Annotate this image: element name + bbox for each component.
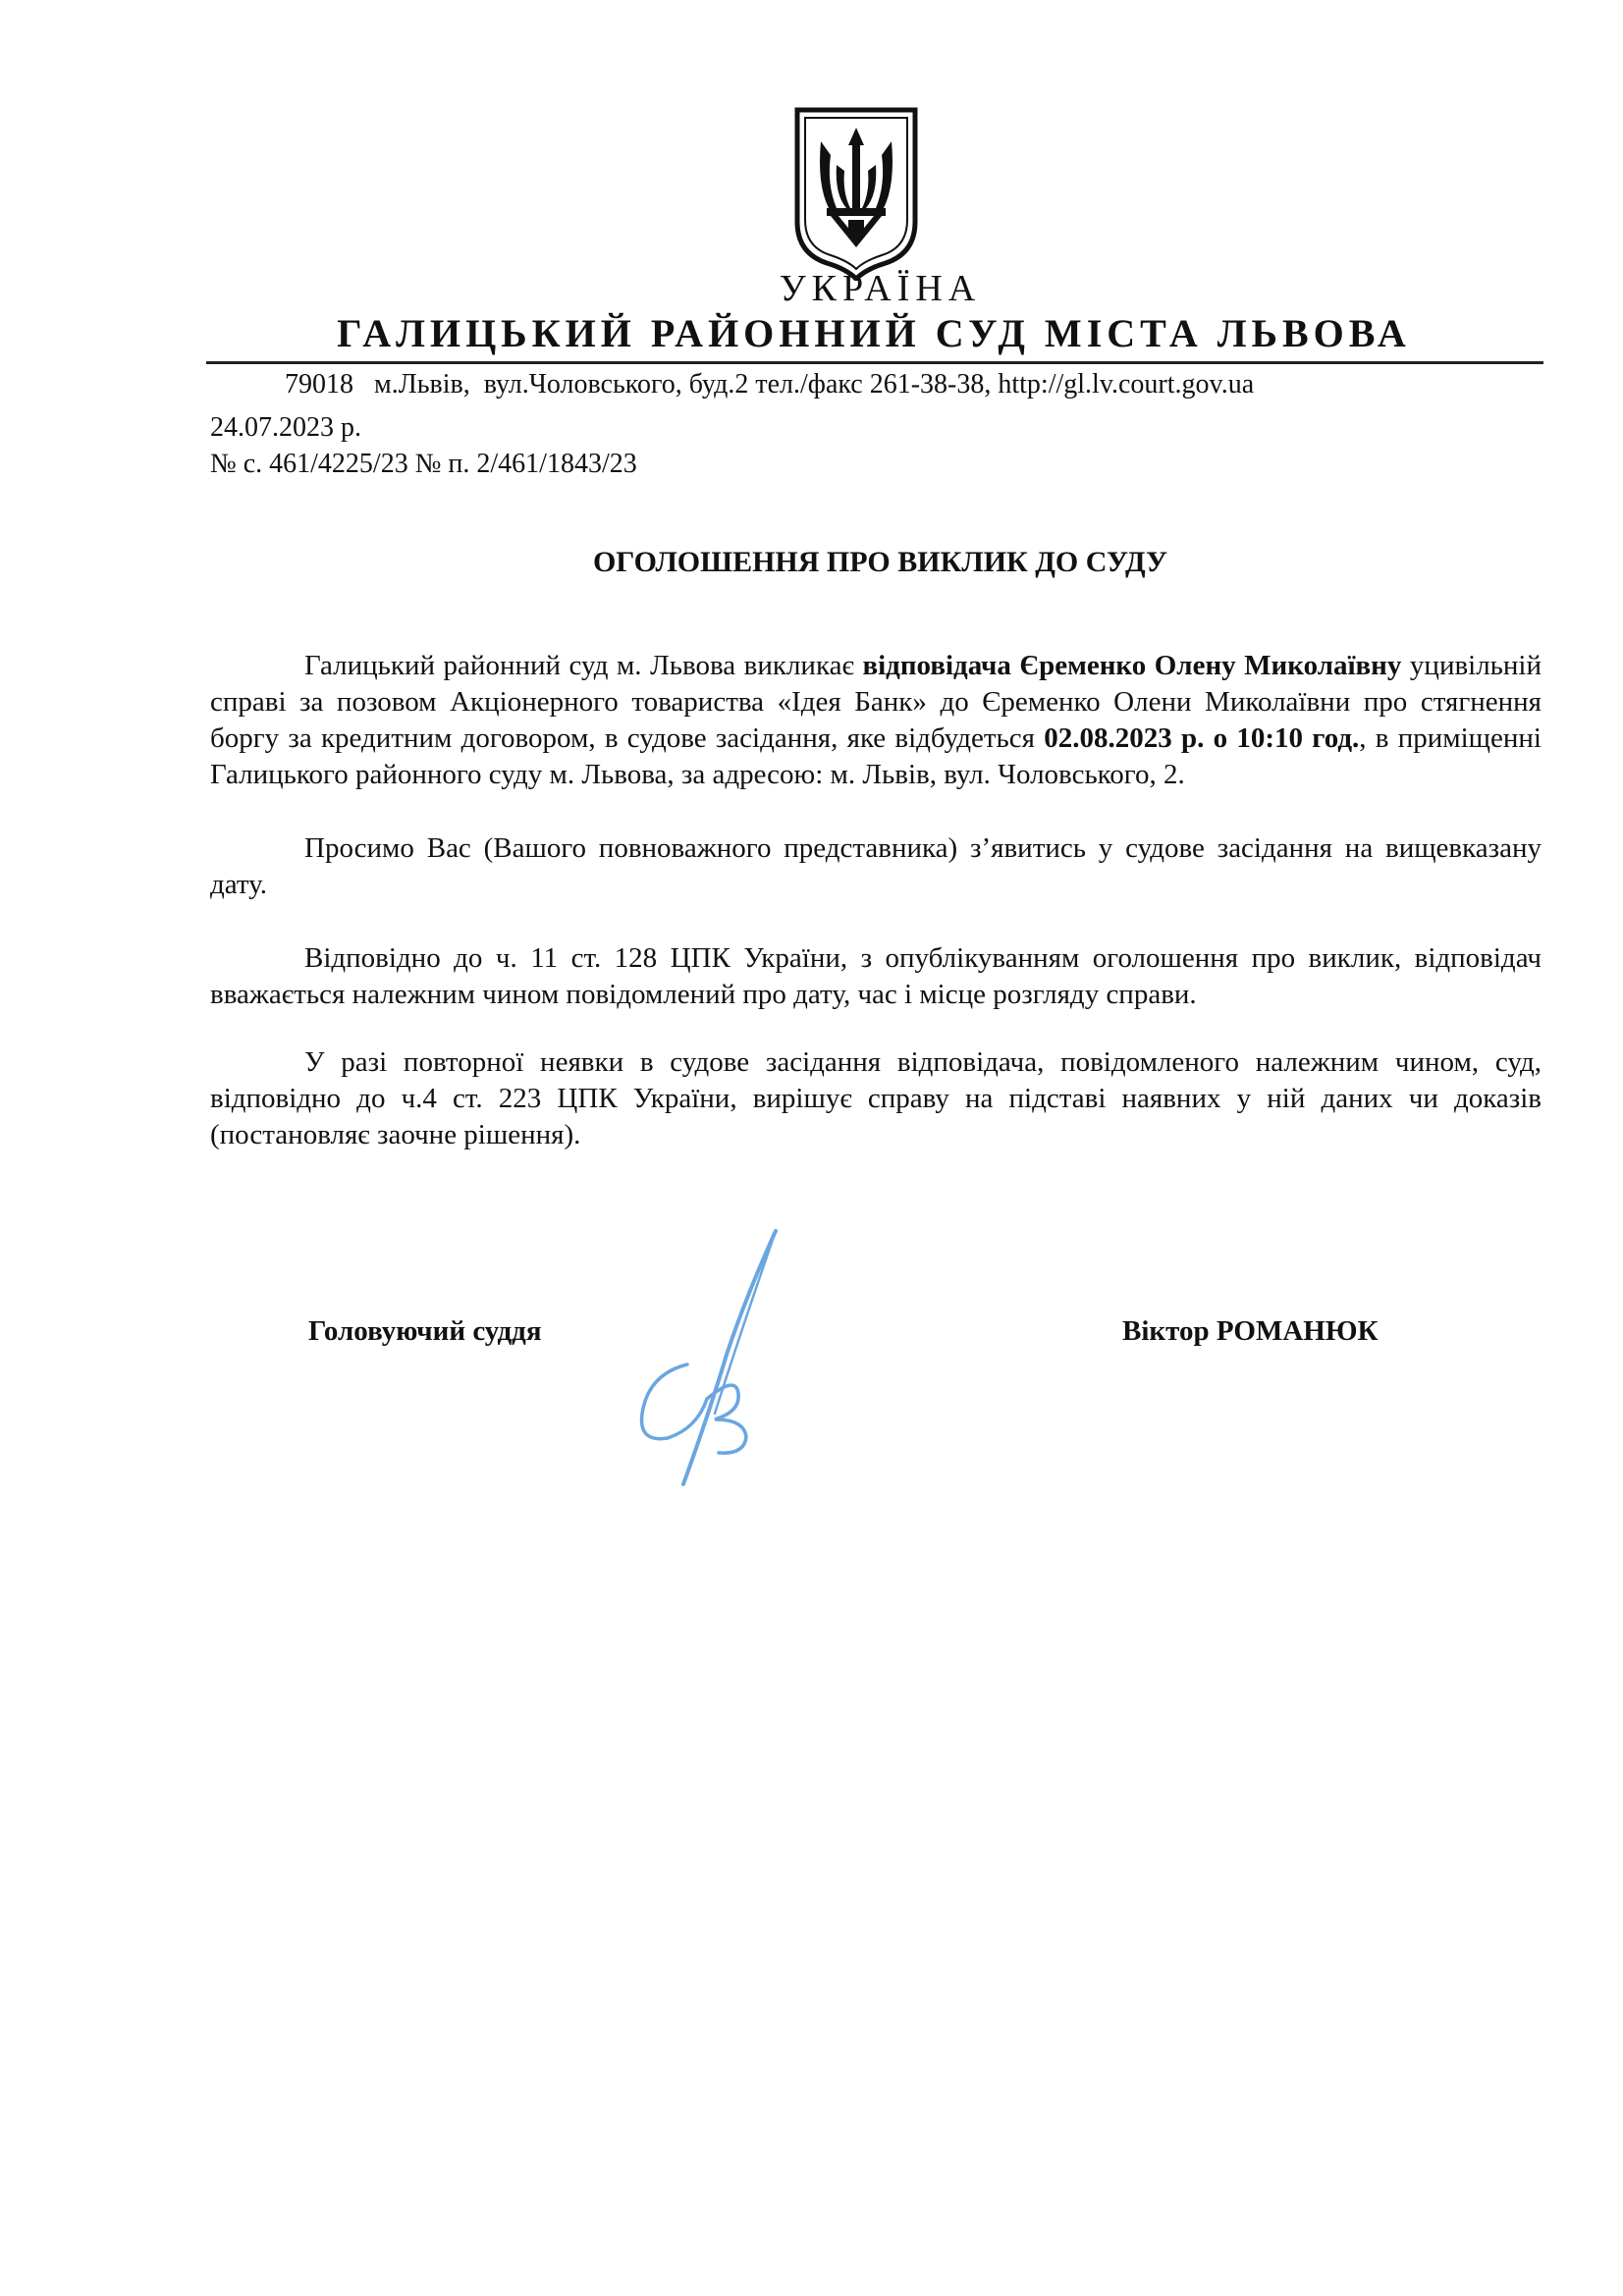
- document-date: 24.07.2023 р.: [210, 412, 361, 443]
- case-numbers: № с. 461/4225/23 № п. 2/461/1843/23: [210, 449, 637, 479]
- document-title: ОГОЛОШЕННЯ ПРО ВИКЛИК ДО СУДУ: [592, 546, 1168, 578]
- paragraph-request-text: Просимо Вас (Вашого повноважного представника) з’явитись у судове засідання на вищевказану дату.: [210, 832, 1542, 900]
- hearing-datetime: 02.08.2023 р. о 10:10 год.: [1044, 722, 1360, 754]
- court-address: 79018 м.Львів, вул.Чоловського, буд.2 тел./факс 261-38-38, http://gl.lv.court.gov.ua: [285, 369, 1255, 400]
- paragraph-summons-text-c: , в приміщенні Галицького районного суду м. Львова, за адресою: м. Львів, вул. Чоловського, 2.: [210, 722, 1542, 790]
- paragraph-default-judgment: [210, 1044, 1542, 1153]
- paragraph-summons: [210, 648, 1542, 793]
- paragraph-legal-notice: [210, 940, 1542, 1013]
- judge-name: Віктор РОМАНЮК: [1122, 1315, 1379, 1347]
- signatory-role: Головуючий суддя: [308, 1315, 542, 1347]
- trident-coat-of-arms-icon: [791, 106, 921, 281]
- header-divider: [206, 361, 1543, 364]
- paragraph-summons-text-a: Галицький районний суд м. Львова викликає: [304, 650, 863, 681]
- country-name: УКРАЇНА: [779, 268, 982, 309]
- paragraph-request: [210, 830, 1542, 903]
- paragraph-legal-notice-text: Відповідно до ч. 11 ст. 128 ЦПК України, з опублікуванням оголошення про виклик, відповідач вважається належним чином повідомлений про дату, час і місце розгляду справи.: [210, 942, 1542, 1010]
- handwritten-signature-icon: [628, 1227, 805, 1492]
- paragraph-summons-text-b: уцивільній справі за позовом Акціонерного товариства «Ідея Банк» до Єременко Олени Миколаївни про стягнення боргу за кредитним договором, в судове засідання, яке відбудеться: [210, 650, 1542, 754]
- paragraph-default-judgment-text: У разі повторної неявки в судове засідання відповідача, повідомленого належним чином, суд, відповідно до ч.4 ст. 223 ЦПК України, вирішує справу на підставі наявних у ній даних чи доказів (постановляє заочне рішення).: [210, 1046, 1542, 1150]
- defendant-name: відповідача Єременко Олену Миколаївну: [862, 650, 1402, 681]
- court-name: ГАЛИЦЬКИЙ РАЙОННИЙ СУД МІСТА ЛЬВОВА: [337, 311, 1411, 355]
